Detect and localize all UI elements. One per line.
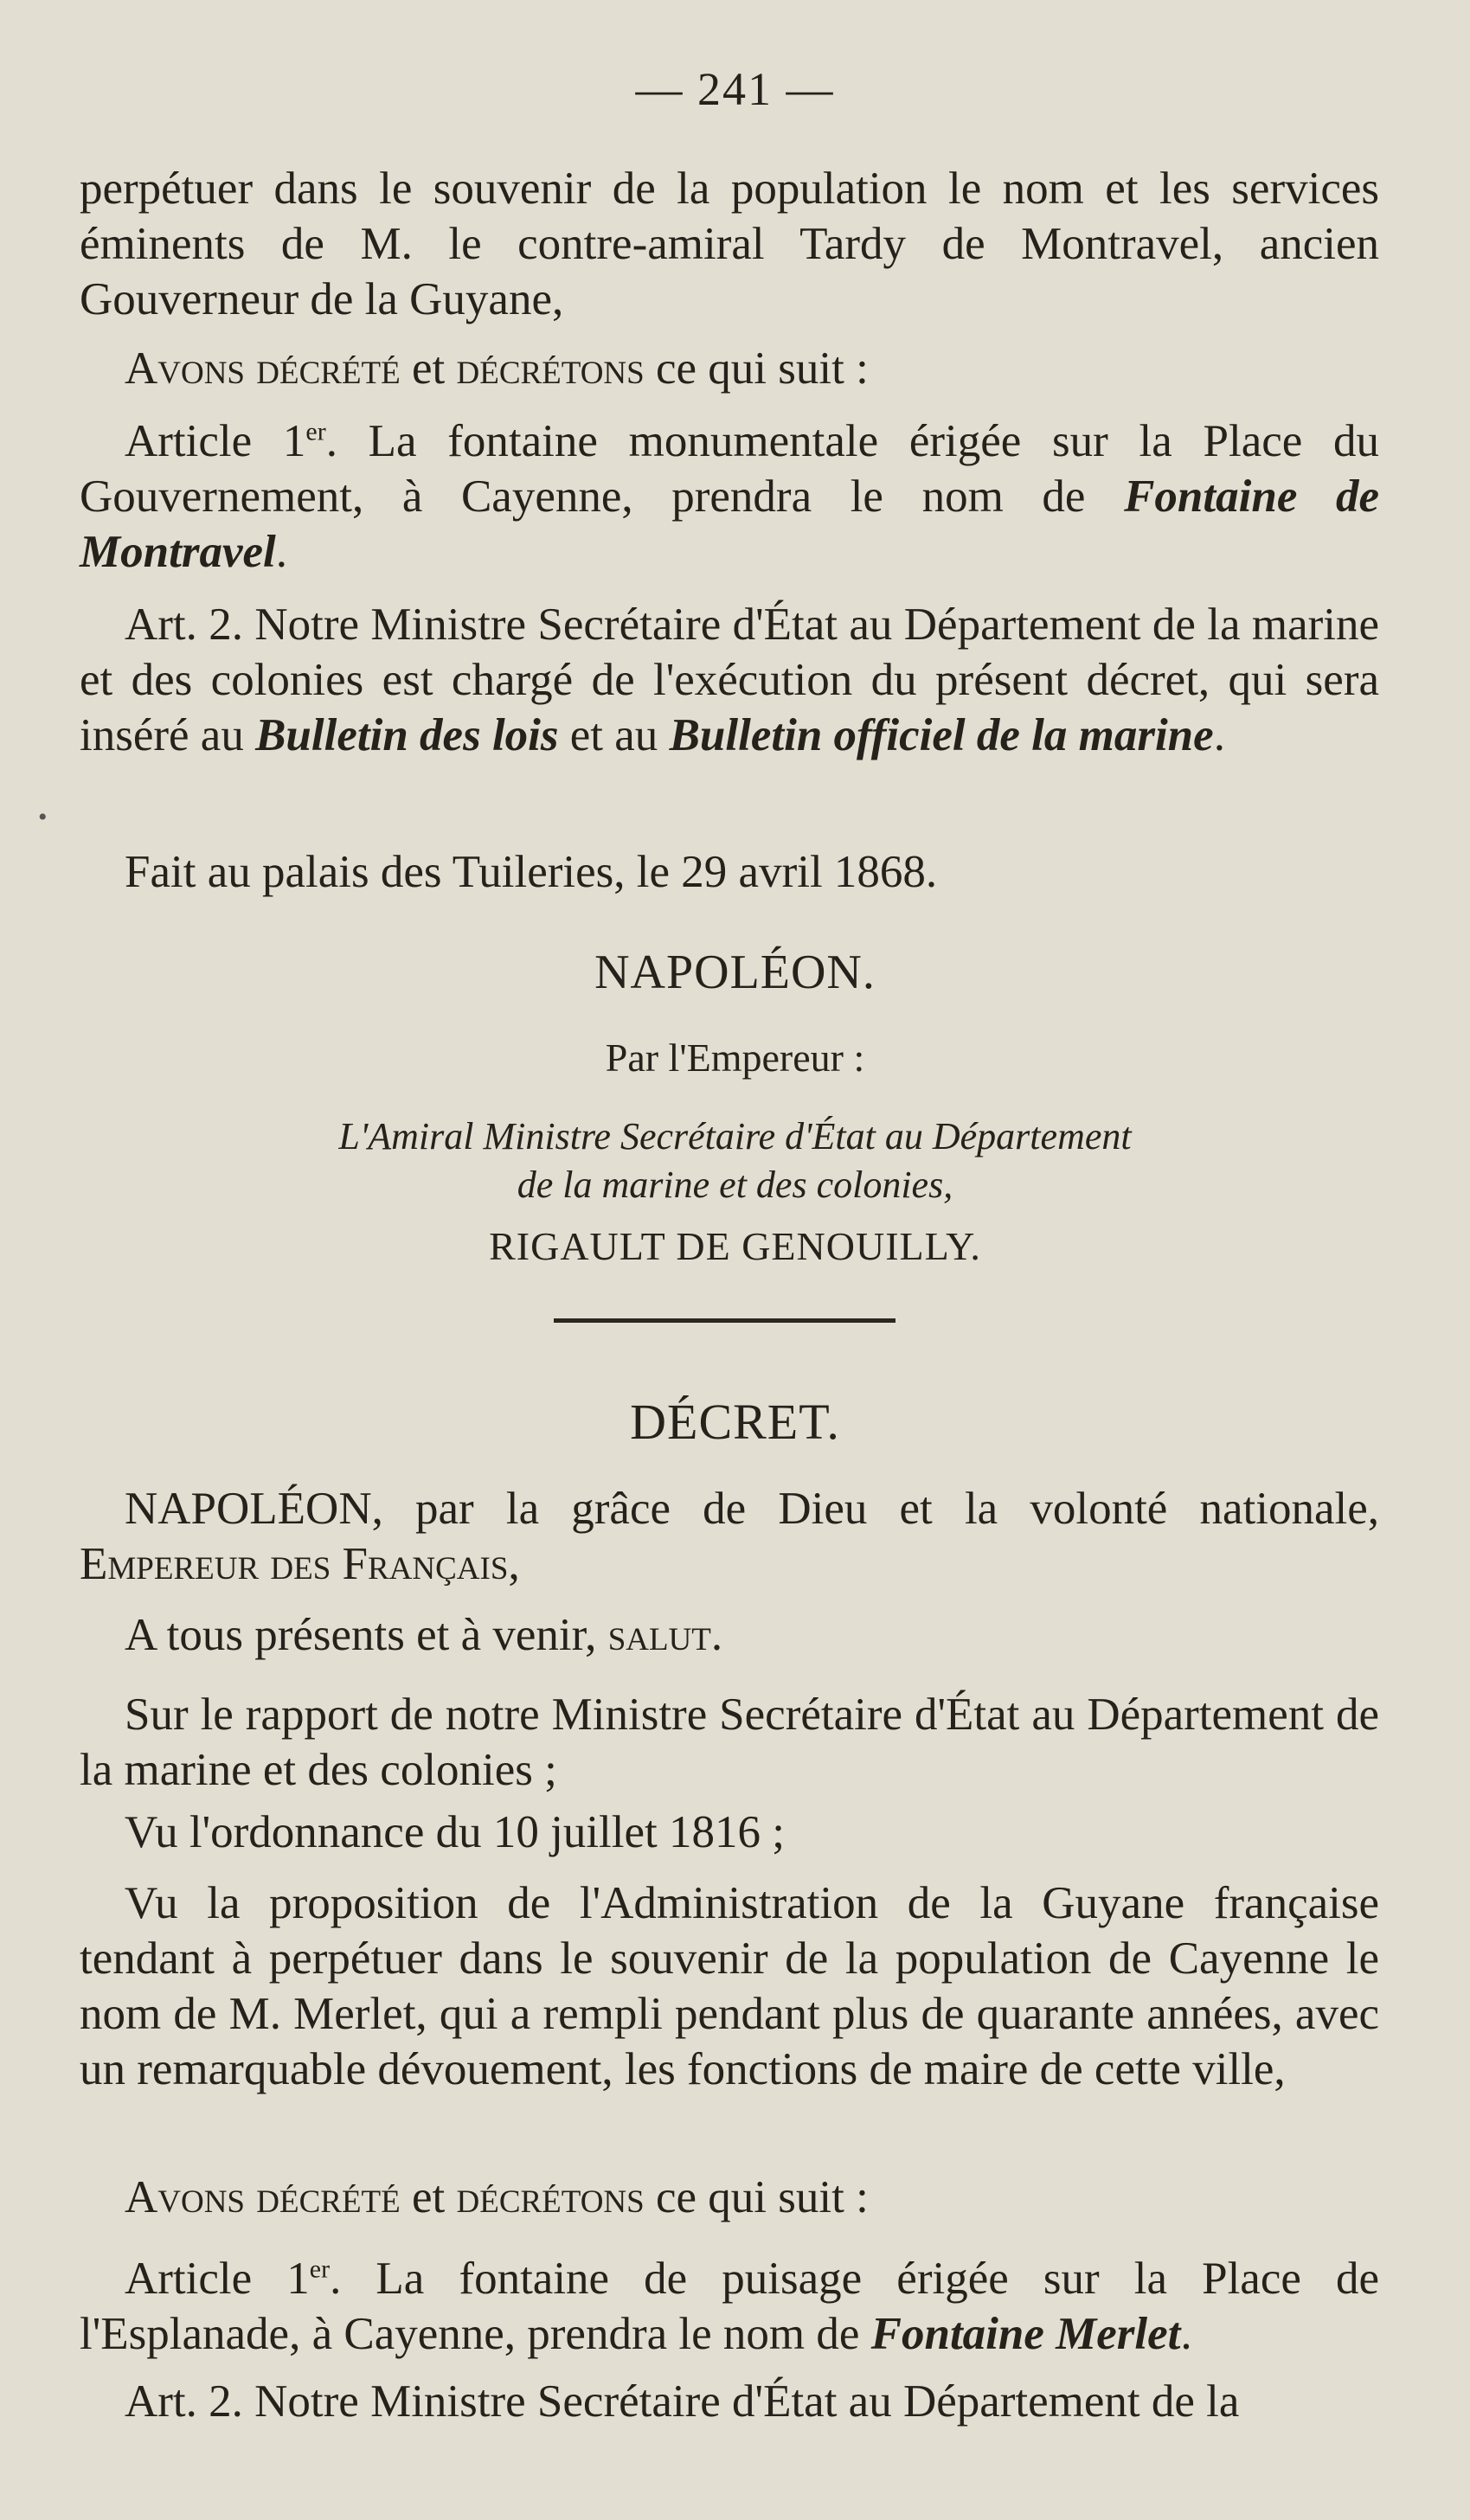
salut-word: salut (607, 1610, 711, 1660)
article-sup-2: er (309, 2254, 331, 2284)
article-text: . La fontaine monumentale érigée sur la Place du Gouvernement, à Cayenne, prendra le nom de (80, 416, 1379, 522)
fountain-name: Fontaine de Montravel (80, 471, 1379, 577)
paragraph-article-2 (80, 597, 1379, 763)
article-end-2: . (1180, 2309, 1192, 2359)
empereur-text: Empereur des Français (80, 1539, 509, 1589)
paragraph-article-2-merlet: Art. 2. Notre Ministre Secrétaire d'État au Département de la (125, 2376, 1240, 2427)
paragraph-salut (80, 1607, 1379, 1663)
paragraph-sur-le-rapport: Sur le rapport de notre Ministre Secrétaire d'État au Département de la marine et des colonies ; (80, 1690, 1379, 1795)
ce-qui-suit-text: ce qui suit : (644, 343, 869, 394)
bulletin-officiel: Bulletin officiel de la marine (669, 710, 1214, 760)
article-2-text: Art. 2. Notre Ministre Secrétaire d'État au Département de la marine et des colonies est chargé de l'exécution du présent décret, qui sera inséré au (80, 600, 1379, 760)
salut-lead: A tous présents et à venir, (125, 1610, 608, 1660)
decree-heading: DÉCRET. (630, 1394, 840, 1450)
article-label-2: Article 1 (125, 2254, 310, 2304)
conjunction-text-2: et (400, 2172, 457, 2222)
avons-decrete-text: Avons décrété (125, 343, 401, 394)
bulletin-des-lois: Bulletin des lois (255, 710, 559, 760)
ce-qui-suit-text-2: ce qui suit : (644, 2172, 869, 2222)
paragraph-vu-proposition: Vu la proposition de l'Administration de la Guyane française tendant à perpétuer dans le souvenir de la population de Cayenne le nom de M. Merlet, qui a rempli pendant plus de quarante années, avec un remarquable dévouement, les fonctions de maire de cette ville, (80, 1878, 1379, 2094)
paragraph-avons-decrete (80, 341, 1379, 396)
fountain-merlet-name: Fontaine Merlet (870, 2309, 1181, 2359)
page-number: — 241 — (635, 63, 835, 115)
intro-end: , (508, 1539, 520, 1589)
article-text-2: . La fontaine de puisage érigée sur la Place de l'Esplanade, à Cayenne, prendra le nom de (80, 2254, 1379, 2359)
signature-signer: RIGAULT DE GENOUILLY. (489, 1224, 981, 1268)
paragraph-article-1 (80, 414, 1379, 580)
signature-name: NAPOLÉON. (594, 946, 876, 999)
signature-title-line1: L'Amiral Ministre Secrétaire d'État au Département (338, 1115, 1132, 1157)
paragraph-preamble-end: perpétuer dans le souvenir de la population le nom et les services éminents de M. le contre-amiral Tardy de Montravel, ancien Gouverneur de la Guyane, (80, 164, 1379, 324)
article-2-mid: et au (558, 710, 670, 760)
avons-decrete-text-2: Avons décrété (125, 2172, 401, 2222)
paragraph-article-1-merlet (80, 2251, 1379, 2362)
article-label: Article 1 (125, 416, 306, 466)
intro-text: NAPOLÉON, par la grâce de Dieu et la volonté nationale, (125, 1484, 1379, 1534)
conjunction-text: et (400, 343, 457, 394)
signature-title-line2: de la marine et des colonies, (517, 1164, 953, 1206)
paragraph-napoleon-intro (80, 1481, 1379, 1592)
decretons-text: décrétons (456, 343, 645, 394)
article-end: . (275, 527, 287, 577)
margin-mark: • (38, 803, 48, 831)
paragraph-fait-au-palais: Fait au palais des Tuileries, le 29 avril 1868. (125, 847, 938, 897)
paragraph-vu-ordonnance: Vu l'ordonnance du 10 juillet 1816 ; (125, 1807, 785, 1857)
salut-end: . (710, 1610, 723, 1660)
signature-by: Par l'Empereur : (605, 1036, 865, 1080)
section-divider (554, 1318, 895, 1323)
article-sup: er (305, 417, 326, 446)
article-2-end: . (1213, 710, 1225, 760)
decretons-text-2: décrétons (456, 2172, 645, 2222)
paragraph-avons-decrete-2 (80, 2170, 1379, 2225)
